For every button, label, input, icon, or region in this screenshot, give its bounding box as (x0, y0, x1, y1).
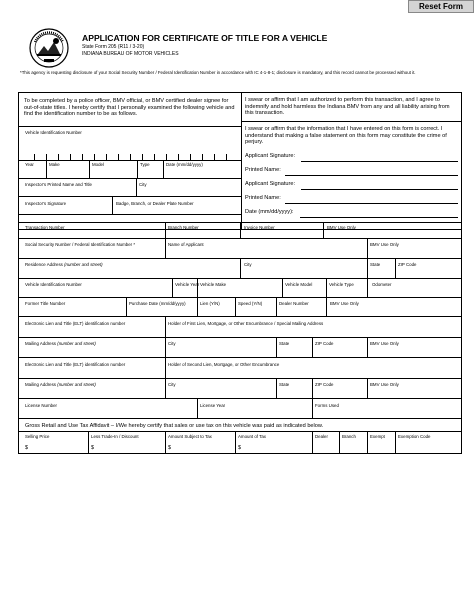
inspection-type-label: Type (140, 162, 150, 167)
amount-tax-label: Amount of Tax (238, 434, 266, 439)
first-lien-label: Holder of First Lien, Mortgage, or Other Encumbrance / Special Mailing Address (168, 321, 324, 326)
applicant-signature-label-1: Applicant Signature: (245, 153, 296, 159)
odometer-label: Odometer (372, 282, 392, 287)
state-seal-logo (29, 28, 69, 68)
inspection-intro: To be completed by a police officer, BMV official, or BMV certified dealer signee for out-of-state titles. I hereby certify that I personally examined the following vehicle and find the identification number to be as follows. (24, 98, 235, 118)
vehicle-model-label: Vehicle Model (285, 282, 313, 287)
agency-name: INDIANA BUREAU OF MOTOR VEHICLES (82, 51, 179, 57)
license-year-label: License Year (200, 403, 226, 408)
less-trade-dollar: $ (91, 445, 94, 451)
inspection-vin-label: Vehicle Identification Number (25, 130, 82, 135)
reset-form-button[interactable]: Reset Form (408, 0, 474, 13)
affirmation-text-1: I swear or affirm that I am authorized to perform this transaction, and I agree to indemnify and hold harmless the Indiana BMV from any and all liability arising from this transaction. (245, 97, 450, 117)
amount-tax-dollar: $ (238, 445, 241, 451)
inspection-model-label: Model (92, 162, 104, 167)
vehicle-year-label: Vehicle Year (175, 282, 200, 287)
inspection-date-label: Date (mm/dd/yyyy) (166, 162, 203, 167)
residence-city-label: City (244, 262, 252, 267)
bmv-use-only-label-1: BMV Use Only (327, 225, 356, 230)
license-number-label: License Number (25, 403, 57, 408)
affirmation-text-2: I swear or affirm that the information that I have entered on this form is correct. I understand that making a false statement on this form may constitute the crime of perjury. (245, 126, 447, 146)
selling-price-dollar: $ (25, 445, 28, 451)
mailing-city-label-2: City (168, 382, 176, 387)
bmv-use-only-label-4: BMV Use Only (370, 341, 399, 346)
affirmation-date-label: Date (mm/dd/yyyy): (245, 209, 294, 215)
applicant-name-label: Name of Applicant (168, 242, 204, 247)
vin-label: Vehicle Identification Number (25, 282, 82, 287)
selling-price-label: Selling Price (25, 434, 50, 439)
inspector-name-label: Inspector's Printed Name and Title (25, 182, 92, 187)
mailing-zip-label-1: ZIP Code (315, 341, 334, 346)
second-lien-label: Holder of Second Lien, Mortgage, or Other Encumbrance (168, 362, 280, 367)
mailing-zip-label-2: ZIP Code (315, 382, 334, 387)
applicant-signature-label-2: Applicant Signature: (245, 181, 296, 187)
lien-yn-label: Lien (Y/N) (200, 301, 220, 306)
invoice-number-label: Invoice Number (244, 225, 275, 230)
form-title: APPLICATION FOR CERTIFICATE OF TITLE FOR A VEHICLE (82, 33, 328, 43)
less-trade-label: Less Trade-In / Discount (91, 434, 139, 439)
former-title-label: Former Title Number (25, 301, 66, 306)
amount-subject-label: Amount Subject to Tax (168, 434, 212, 439)
mailing-address-label-2: Mailing Address (number and street) (25, 382, 96, 387)
ssn-label: Social Security Number / Federal Identification Number * (25, 242, 136, 247)
mailing-address-label-1: Mailing Address (number and street) (25, 341, 96, 346)
form-number: State Form 205 (R11 / 3-20) (82, 44, 145, 50)
residence-address-label: Residence Address (number and street) (25, 262, 103, 267)
inspection-year-label: Year (25, 162, 34, 167)
residence-zip-label: ZIP Code (398, 262, 417, 267)
transaction-number-label: Transaction Number (25, 225, 65, 230)
inspection-make-label: Make (49, 162, 60, 167)
elt-1-label: Electronic Lien and Title (ELT) identification number (25, 321, 126, 326)
branch-number-label: Branch Number (168, 225, 199, 230)
tax-affidavit-heading: Gross Retail and Use Tax Affidavit – I/We hereby certify that sales or use tax on this vehicle was paid as indicated below. (25, 423, 324, 429)
bmv-use-only-label-3: BMV Use Only (330, 301, 359, 306)
disclosure-text: *This agency is requesting disclosure of your Social Security Number / Federal Identification Number in accordance with IC 4-1-8-1; disclosure is mandatory, and this record cannot be processed without it. (20, 70, 416, 75)
speed-yn-label: Speed (Y/N) (238, 301, 263, 306)
forms-used-label: Forms Used (315, 403, 339, 408)
printed-name-label-2: Printed Name: (245, 195, 281, 201)
inspection-city-label: City (139, 182, 147, 187)
dealer-number-label: Dealer Number (279, 301, 309, 306)
purchase-date-label: Purchase Date (mm/dd/yyyy) (129, 301, 186, 306)
mailing-city-label-1: City (168, 341, 176, 346)
bmv-use-only-label-5: BMV Use Only (370, 382, 399, 387)
badge-number-label: Badge, Branch, or Dealer Plate Number (116, 201, 194, 206)
vehicle-make-label: Vehicle Make (200, 282, 227, 287)
elt-2-label: Electronic Lien and Title (ELT) identification number (25, 362, 126, 367)
mailing-state-label-1: State (279, 341, 290, 346)
exemption-code-label: Exemption Code (398, 434, 431, 439)
residence-state-label: State (370, 262, 381, 267)
tax-branch-label: Branch (342, 434, 356, 439)
bmv-use-only-label-2: BMV Use Only (370, 242, 399, 247)
vehicle-type-label: Vehicle Type (329, 282, 354, 287)
printed-name-label-1: Printed Name: (245, 167, 281, 173)
inspector-signature-label: Inspector's Signature (25, 201, 67, 206)
mailing-state-label-2: State (279, 382, 290, 387)
exempt-label: Exempt (370, 434, 385, 439)
tax-dealer-label: Dealer (315, 434, 328, 439)
amount-subject-dollar: $ (168, 445, 171, 451)
